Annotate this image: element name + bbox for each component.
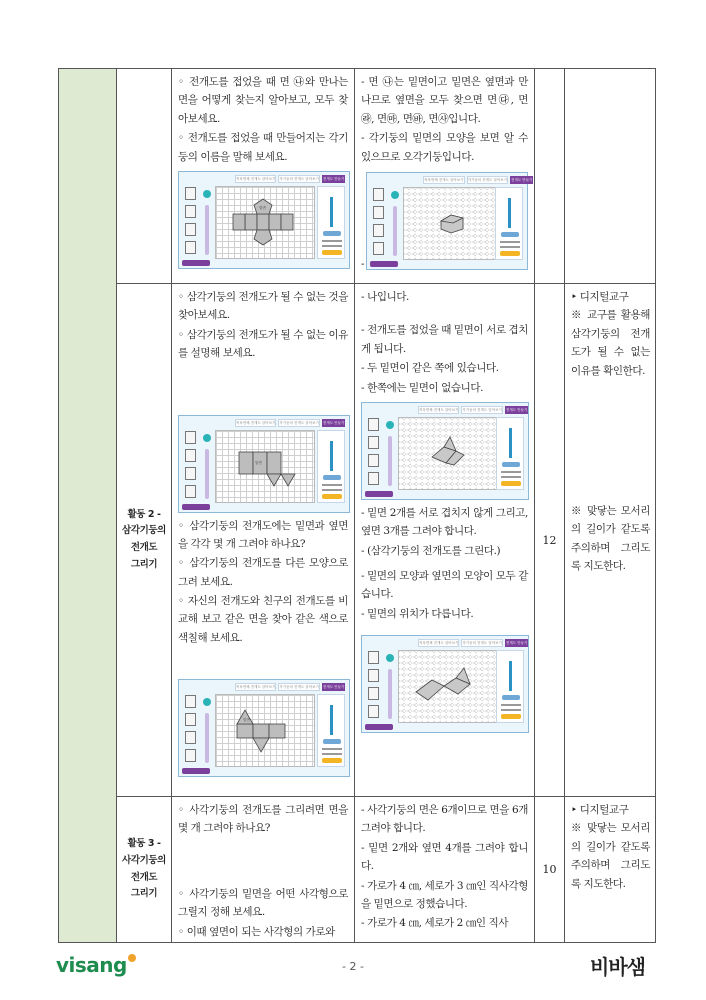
answer-cell [355,797,535,943]
sim-tab: 각기둥의 전개도 알아보기 [462,641,502,646]
activity-title: 삼각기둥의 [122,525,166,537]
simulation-screenshot [178,415,350,513]
answer-text: - 가로가 4 ㎝, 세로가 3 ㎝인 직사각형을 밑면으로 정했습니다. [361,879,528,910]
activity-title: 그리기 [130,888,158,900]
sim-tab: 직육면체 전개도 알아보기 [236,176,276,181]
note-text: ※ 맞닿는 모서리의 길이가 같도록 주의하며 그리도록 지도한다. [571,504,650,572]
answer-text: - 각기둥의 밑면의 모양을 보면 알 수 있으므로 오각기둥입니다. [361,132,528,163]
simulation-screenshot [361,635,529,733]
pentagon-net-icon [215,186,315,259]
simulation-screenshot [178,679,350,777]
question-text: ◦ 삼각기둥의 전개도를 다른 모양으로 그려 보세요. [178,557,348,588]
sim-tab: 각기둥의 전개도 알아보기 [467,177,507,182]
note-text: ‣ 디지털교구 [571,804,629,816]
note-text: ※ 맞닿는 모서리의 길이가 같도록 주의하며 그리도록 지도한다. [571,822,650,890]
question-text: ◦ 이때 옆면이 되는 사각형의 가로와 [178,925,335,938]
answer-text: - 가로가 4 ㎝, 세로가 2 ㎝인 직사 [361,917,509,930]
answer-text: - 밑면의 모양과 옆면의 모양이 모두 같습니다. [361,570,528,601]
time-value: 12 [535,284,565,797]
activity-title: 활동 3 - [127,838,161,850]
sim-tab: 전개도 만들기 [505,407,528,412]
simulation-screenshot [361,402,529,500]
activity-cell [117,69,172,284]
answer-text: - 나입니다. [361,291,409,303]
question-text: ◦ 삼각기둥의 전개도가 될 수 없는 것을 찾아보세요. [178,291,348,322]
answer-text: - 밑면 2개와 옆면 4개를 그려야 합니다. [361,841,528,873]
activity-cell [117,797,172,943]
answer-cell [355,69,535,284]
stage-cell [59,69,117,943]
sim-tab: 직육면체 전개도 알아보기 [419,407,459,412]
answer-dash: - [361,257,365,270]
sim-tab: 직육면체 전개도 알아보기 [424,177,464,182]
page-number: - 2 - [342,960,364,973]
folded-prism-icon [398,417,498,490]
activity-title: 사각기둥의 [122,854,166,866]
sim-tab: 전개도 만들기 [505,641,528,646]
answer-cell [355,284,535,797]
answer-text: - 한쪽에는 밑면이 없습니다. [361,381,484,394]
time-cell [535,69,565,284]
answer-text: - 밑면의 위치가 다릅니다. [361,607,474,620]
lesson-table [58,68,656,943]
activity-cell [117,284,172,797]
table-row [59,284,656,797]
sim-tab: 각기둥의 전개도 알아보기 [279,420,319,425]
answer-text: - 면 ㉯는 밑면이고 밑면은 옆면과 만나므로 옆면을 모두 찾으면 면㉰, 면㉱, 면㉲, 면㉳, 면㉴입니다. [361,76,528,125]
unfolding-prism-icon [398,650,498,723]
question-cell [172,69,355,284]
table-row [59,69,656,284]
activity-title: 그리기 [130,558,158,570]
sim-tab: 전개도 만들기 [511,177,533,182]
simulation-screenshot [178,171,350,269]
question-text: ◦ 전개도를 접었을 때 면 ㉯와 만나는 면을 어떻게 찾는지 알아보고, 모두 찾아보세요. [178,76,348,125]
sim-tab: 직육면체 전개도 알아보기 [236,685,276,690]
pentagonal-prism-icon [403,187,503,260]
sim-tab: 직육면체 전개도 알아보기 [419,641,459,646]
triangular-net-icon [215,694,315,767]
question-text: ◦ 사각기둥의 전개도를 그리려면 면을 몇 개 그려야 하나요? [178,804,348,835]
answer-text: - 두 밑면이 같은 쪽에 있습니다. [361,362,499,375]
svg-text:밑면: 밑면 [259,205,266,210]
svg-text:밑면: 밑면 [243,718,250,723]
note-cell [565,284,656,797]
svg-text:밑면: 밑면 [255,460,262,465]
answer-text: - (삼각기둥의 전개도를 그린다.) [361,544,501,557]
note-cell [565,797,656,943]
question-text: ◦ 삼각기둥의 전개도가 될 수 없는 이유를 설명해 보세요. [178,328,348,360]
triangular-net-icon [215,430,315,503]
sim-tab: 전개도 만들기 [322,420,345,425]
time-value: 10 [535,797,565,943]
sim-tab: 전개도 만들기 [322,685,345,690]
question-cell [172,284,355,797]
note-text: ※ 교구를 활용해 삼각기둥의 전개도가 될 수 없는 이유를 확인한다. [571,309,650,377]
question-text: ◦ 전개도를 접었을 때 만들어지는 각기둥의 이름을 말해 보세요. [178,132,348,163]
simulation-screenshot [366,172,533,270]
note-text: ‣ 디지털교구 [571,291,629,303]
question-text: ◦ 자신의 전개도와 친구의 전개도를 비교해 보고 같은 면을 찾아 같은 색으로 색칠해 보세요. [178,595,348,644]
visang-logo: visang [56,953,136,977]
sim-tab: 직육면체 전개도 알아보기 [236,420,276,425]
vivasam-logo: 비바샘 [590,955,645,979]
question-text: ◦ 사각기둥의 밑면을 어떤 사각형으로 그릴지 정해 보세요. [178,887,348,919]
answer-text: - 밑면 2개를 서로 겹치지 않게 그리고, 옆면 3개를 그려야 합니다. [361,506,528,538]
question-text: ◦ 삼각기둥의 전개도에는 밑면과 옆면을 각각 몇 개 그려야 하나요? [178,519,348,550]
sim-tab: 각기둥의 전개도 알아보기 [279,176,319,181]
activity-title: 활동 2 - [127,508,161,520]
activity-title: 전개도 [130,542,158,553]
note-cell [565,69,656,284]
table-row [59,797,656,943]
answer-text: - 사각기둥의 면은 6개이므로 면을 6개 그려야 합니다. [361,804,528,835]
sim-tab: 각기둥의 전개도 알아보기 [279,685,319,690]
sim-tab: 전개도 만들기 [322,176,345,181]
activity-title: 전개도 [130,871,158,883]
question-cell [172,797,355,943]
sim-tab: 각기둥의 전개도 알아보기 [462,407,502,412]
answer-text: - 전개도를 접었을 때 밑면이 서로 겹치게 됩니다. [361,324,528,355]
